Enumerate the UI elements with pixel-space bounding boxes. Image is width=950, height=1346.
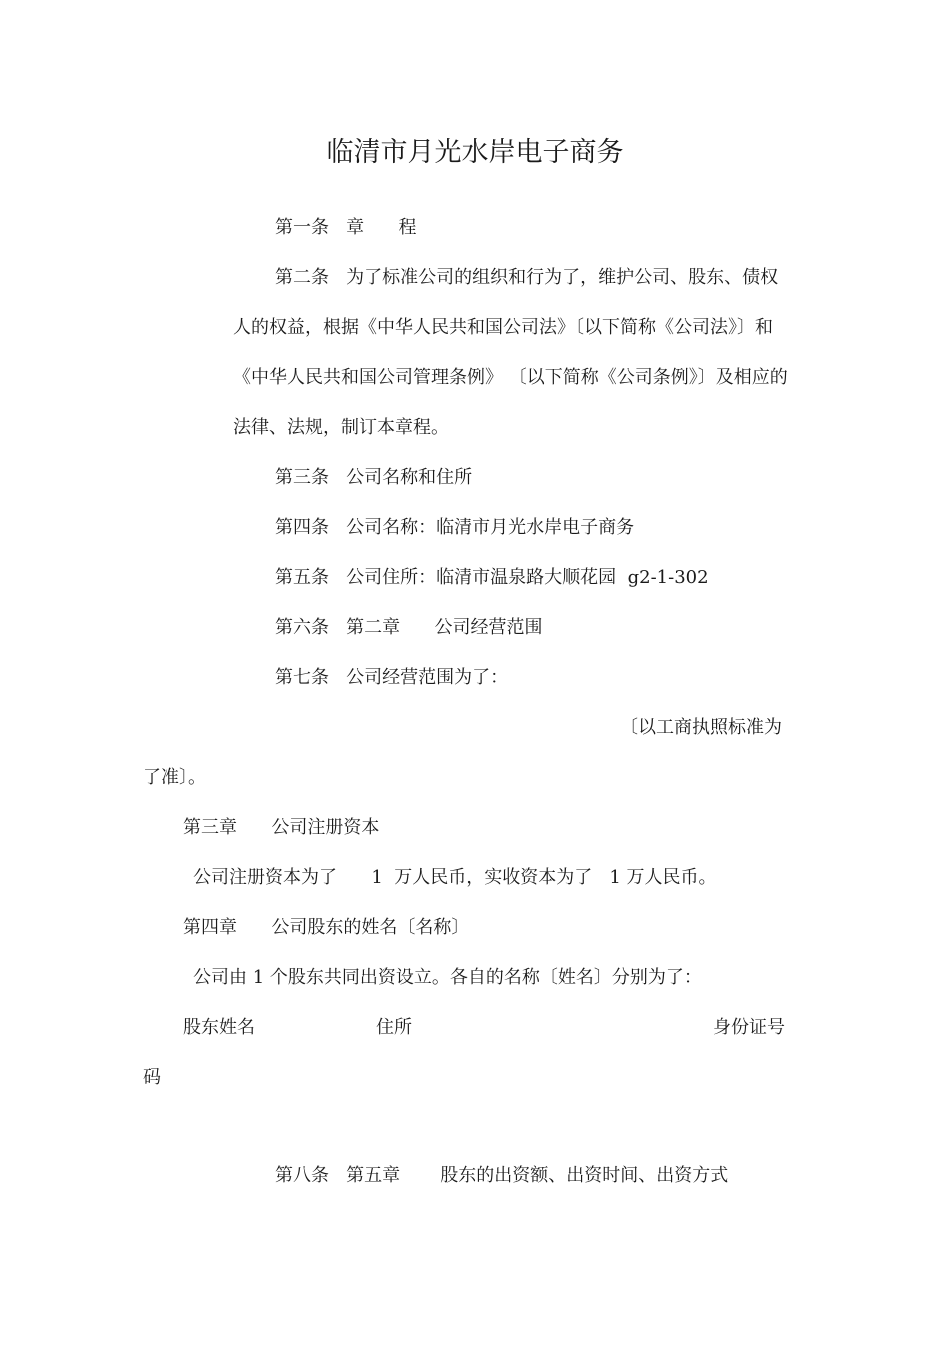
- table-header-id: 身份证号: [713, 1017, 785, 1038]
- business-scope-note-1: 〔以工商执照标准为: [620, 717, 782, 738]
- article-8: 第八条 第五章 股东的出资额、出资时间、出资方式: [275, 1165, 729, 1186]
- business-scope-note-2: 了准〕。: [143, 767, 206, 788]
- shareholder-intro: 公司由 1 个股东共同出资设立。各自的名称〔姓名〕分别为了：: [193, 967, 702, 988]
- table-header-id-wrap: 码: [143, 1067, 161, 1088]
- table-header-name: 股东姓名: [183, 1017, 255, 1038]
- chapter-4-heading: 第四章 公司股东的姓名〔名称〕: [183, 917, 470, 938]
- article-5: 第五条 公司住所：临清市温泉路大顺花园 g2-1-302: [275, 567, 709, 588]
- table-header-address: 住所: [376, 1017, 412, 1038]
- chapter-3-heading: 第三章 公司注册资本: [183, 817, 380, 838]
- registered-capital-text: 公司注册资本为了 1 万人民币，实收资本为了 1 万人民币。: [193, 867, 717, 888]
- article-2-line-1: 第二条 为了标准公司的组织和行为了，维护公司、股东、债权: [275, 267, 779, 288]
- document-title: 临清市月光水岸电子商务: [326, 137, 624, 168]
- article-2-line-3: 《中华人民共和国公司管理条例》 〔以下简称《公司条例》〕及相应的: [233, 367, 788, 388]
- article-6: 第六条 第二章 公司经营范围: [275, 617, 543, 638]
- article-7: 第七条 公司经营范围为了：: [275, 667, 509, 688]
- article-2-line-2: 人的权益，根据《中华人民共和国公司法》〔以下简称《公司法》〕和: [233, 317, 773, 338]
- article-2-line-4: 法律、法规，制订本章程。: [233, 417, 449, 438]
- article-1: 第一条 章 程: [275, 217, 417, 238]
- article-4: 第四条 公司名称：临清市月光水岸电子商务: [275, 517, 635, 538]
- article-3: 第三条 公司名称和住所: [275, 467, 473, 488]
